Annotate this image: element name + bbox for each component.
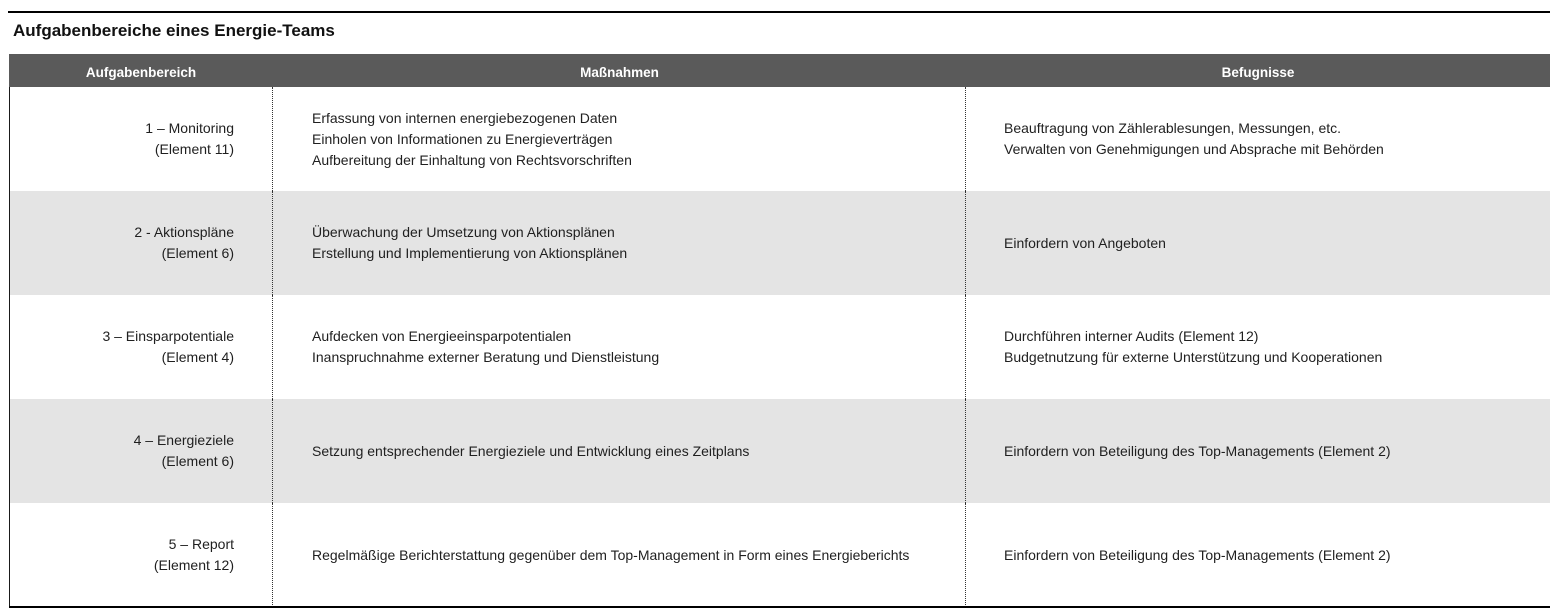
header-area: Aufgabenbereich [85, 65, 197, 80]
cell-measures [273, 295, 966, 399]
cell-measures-line: Aufbereitung der Einhaltung von Rechtsvorschriften [312, 151, 632, 168]
cell-area [9, 87, 273, 191]
cell-powers-line: Durchführen interner Audits (Element 12) [1004, 328, 1259, 344]
cell-measures-line: Inanspruchnahme externer Beratung und Dienstleistung [312, 349, 660, 365]
cell-powers-line: Budgetnutzung für externe Unterstützung und Kooperationen [1004, 349, 1383, 365]
cell-powers-line: Einfordern von Beteiligung des Top-Managements (Element 2) [1004, 546, 1391, 563]
cell-measures-line: Regelmäßige Berichterstattung gegenüber dem Top-Management in Form eines Energieberichts [312, 546, 910, 563]
cell-area [9, 503, 273, 607]
cell-area [9, 191, 273, 295]
table-header [9, 54, 1550, 87]
cell-powers [966, 503, 1550, 607]
table-row [9, 191, 1550, 295]
cell-measures [273, 399, 966, 503]
table-row [9, 399, 1550, 503]
cell-measures-line: Erfassung von internen energiebezogenen Daten [312, 109, 618, 126]
cell-measures [273, 503, 966, 607]
cell-measures-line: Überwachung der Umsetzung von Aktionsplänen [312, 224, 615, 240]
top-rule [8, 11, 1550, 13]
cell-area-line: (Element 4) [161, 349, 234, 365]
document-title: Aufgabenbereiche eines Energie-Teams [13, 21, 335, 40]
table-row [9, 503, 1550, 607]
cell-area-line: (Element 6) [161, 245, 234, 261]
energy-team-table [9, 54, 1550, 607]
cell-powers-line: Verwalten von Genehmigungen und Absprache mit Behörden [1004, 141, 1384, 157]
cell-area-line: 2 - Aktionspläne [134, 224, 234, 240]
cell-measures-line: Aufdecken von Energieeinsparpotentialen [312, 328, 572, 344]
cell-powers [966, 191, 1550, 295]
cell-area-line: (Element 6) [161, 453, 234, 469]
cell-measures [273, 87, 966, 191]
header-powers: Befugnisse [1221, 65, 1295, 80]
cell-measures-line: Erstellung und Implementierung von Aktionsplänen [312, 245, 628, 261]
cell-area-line: 4 – Energieziele [133, 432, 234, 448]
cell-area [9, 295, 273, 399]
cell-powers-line: Einfordern von Angeboten [1004, 234, 1166, 251]
cell-area-line: 3 – Einsparpotentiale [102, 328, 234, 344]
cell-area-line: (Element 11) [154, 141, 234, 157]
cell-powers-line: Beauftragung von Zählerablesungen, Messungen, etc. [1004, 120, 1342, 136]
cell-measures [273, 191, 966, 295]
cell-measures-line: Setzung entsprechender Energieziele und Entwicklung eines Zeitplans [312, 442, 750, 459]
cell-area-line: 5 – Report [168, 536, 234, 552]
cell-area-line: (Element 12) [153, 557, 234, 573]
cell-powers [966, 295, 1550, 399]
cell-powers [966, 399, 1550, 503]
cell-area [9, 399, 273, 503]
cell-powers [966, 87, 1550, 191]
header-measures: Maßnahmen [580, 65, 659, 80]
table-body [9, 87, 1550, 607]
cell-powers-line: Einfordern von Beteiligung des Top-Managements (Element 2) [1004, 442, 1391, 459]
table-row [9, 87, 1550, 191]
bottom-rule [9, 606, 1550, 608]
table-row [9, 295, 1550, 399]
cell-area-line: 1 – Monitoring [145, 120, 234, 136]
cell-measures-line: Einholen von Informationen zu Energieverträgen [312, 130, 613, 147]
